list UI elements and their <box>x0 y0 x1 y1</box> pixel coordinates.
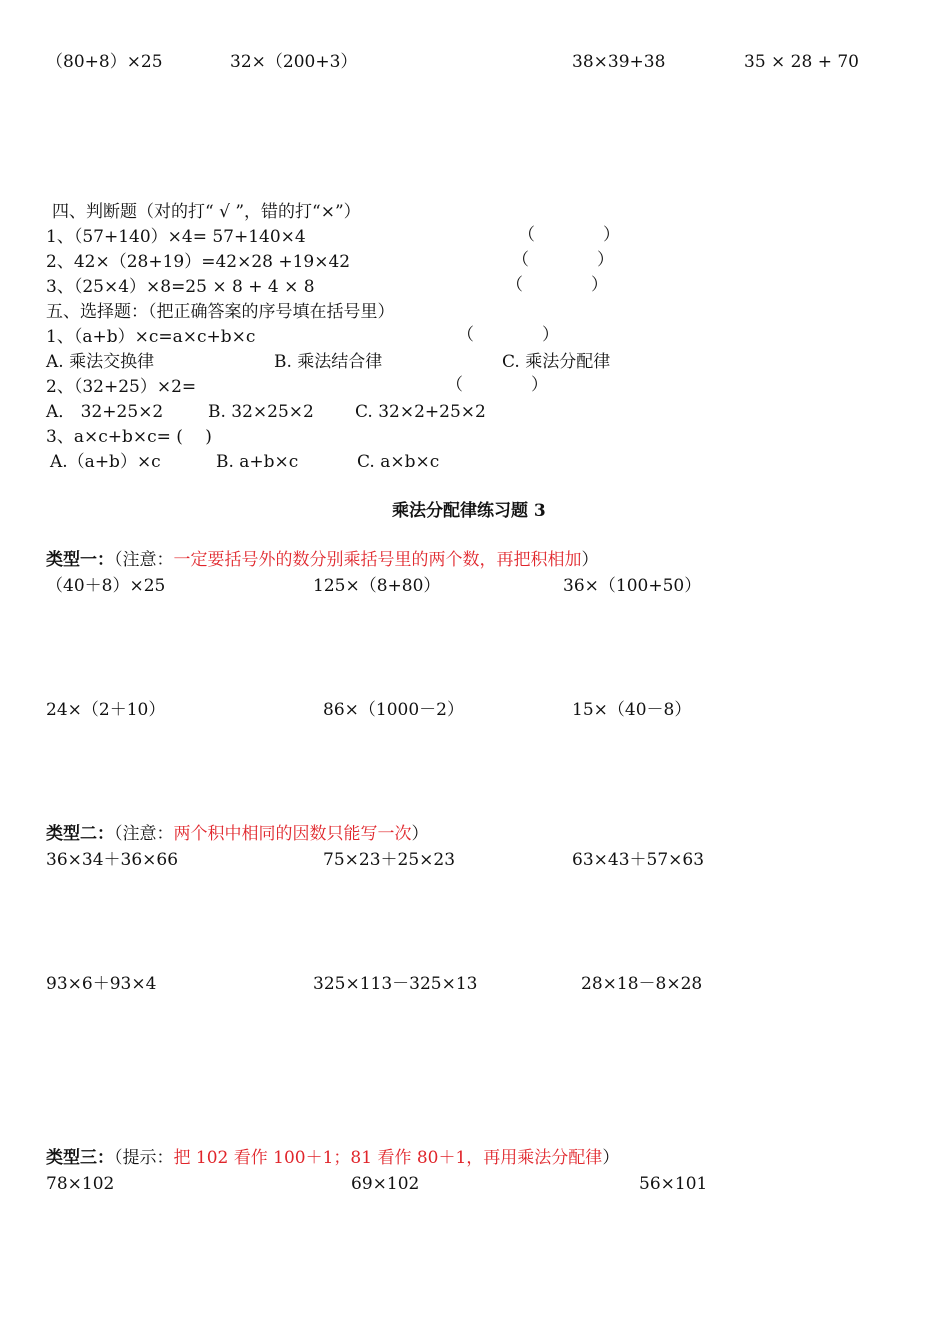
top-expr-1: （80+8）×25 <box>46 52 163 72</box>
type1-label: 类型一： <box>46 550 114 570</box>
type2-open: （注意： <box>114 824 174 844</box>
section4-item-2: 2、42×（28+19）=42×28 +19×42 <box>46 252 351 272</box>
section5-q2-option-a: A． 32+25×2 <box>46 402 164 422</box>
type1-row2-expr-2: 86×（1000－2） <box>323 700 464 720</box>
section5-q1-blank: （ ） <box>457 325 559 345</box>
type3-row1-expr-3: 56×101 <box>639 1174 708 1194</box>
type1-close: ） <box>581 550 599 570</box>
top-expr-2: 32×（200+3） <box>230 52 358 72</box>
type2-row1-expr-2: 75×23＋25×23 <box>323 850 456 870</box>
type3-heading <box>46 1147 619 1169</box>
section5-q2-option-c: C. 32×2+25×2 <box>355 402 486 422</box>
section5-q3-option-c: C. a×b×c <box>357 452 440 472</box>
top-expr-4: 35 × 28 + 70 <box>744 52 859 72</box>
type2-row1-expr-3: 63×43＋57×63 <box>572 850 705 870</box>
type1-row2-expr-3: 15×（40－8） <box>572 700 692 720</box>
section5-title: 五、选择题：（把正确答案的序号填在括号里） <box>46 302 395 322</box>
type2-note: 两个积中相同的因数只能写一次 <box>173 824 412 844</box>
section4-item-3: 3、（25×4）×8=25 × 8 + 4 × 8 <box>46 277 315 297</box>
type3-note: 把 102 看作 100＋1；81 看作 80＋1，再用乘法分配律 <box>173 1148 603 1168</box>
type1-row2-expr-1: 24×（2＋10） <box>46 700 166 720</box>
worksheet-title: 乘法分配律练习题 3 <box>392 501 546 521</box>
type1-open: （注意： <box>114 550 174 570</box>
section4-item-2-blank: （ ） <box>512 250 614 270</box>
type1-note: 一定要括号外的数分别乘括号里的两个数，再把积相加 <box>173 550 582 570</box>
type3-close: ） <box>602 1148 620 1168</box>
type1-row1-expr-3: 36×（100+50） <box>563 576 702 596</box>
section5-q3-option-a: A.（a+b）×c <box>50 452 161 472</box>
type2-label: 类型二： <box>46 824 114 844</box>
top-expr-3: 38×39+38 <box>572 52 666 72</box>
section5-q1: 1、（a+b）×c=a×c+b×c <box>46 327 256 347</box>
type3-row1-expr-2: 69×102 <box>351 1174 420 1194</box>
type1-row1-expr-2: 125×（8+80） <box>313 576 441 596</box>
section4-item-1-blank: （ ） <box>518 225 620 245</box>
section5-q1-option-a: A. 乘法交换律 <box>46 352 155 372</box>
section5-q1-option-c: C. 乘法分配律 <box>502 352 611 372</box>
section5-q2: 2、（32+25）×2= <box>46 377 197 397</box>
type2-heading <box>46 823 429 845</box>
type2-row2-expr-3: 28×18－8×28 <box>581 974 703 994</box>
type2-row2-expr-1: 93×6＋93×4 <box>46 974 157 994</box>
type3-row1-expr-1: 78×102 <box>46 1174 115 1194</box>
type1-row1-expr-1: （40＋8）×25 <box>46 576 166 596</box>
section5-q2-blank: （ ） <box>446 375 548 395</box>
type3-open: （提示： <box>114 1148 174 1168</box>
section4-item-3-blank: （ ） <box>506 275 608 295</box>
section5-q3: 3、a×c+b×c= ( ) <box>46 427 212 447</box>
section4-title: 四、判断题（对的打“ √ ”，错的打“×”） <box>52 202 361 222</box>
section5-q3-option-b: B. a+b×c <box>216 452 299 472</box>
section5-q2-option-b: B. 32×25×2 <box>208 402 314 422</box>
type2-close: ） <box>411 824 429 844</box>
type2-row1-expr-1: 36×34＋36×66 <box>46 850 179 870</box>
type3-label: 类型三： <box>46 1148 114 1168</box>
type1-heading <box>46 549 599 571</box>
section5-q1-option-b: B. 乘法结合律 <box>274 352 383 372</box>
section4-item-1: 1、（57+140）×4= 57+140×4 <box>46 227 306 247</box>
type2-row2-expr-2: 325×113－325×13 <box>313 974 478 994</box>
